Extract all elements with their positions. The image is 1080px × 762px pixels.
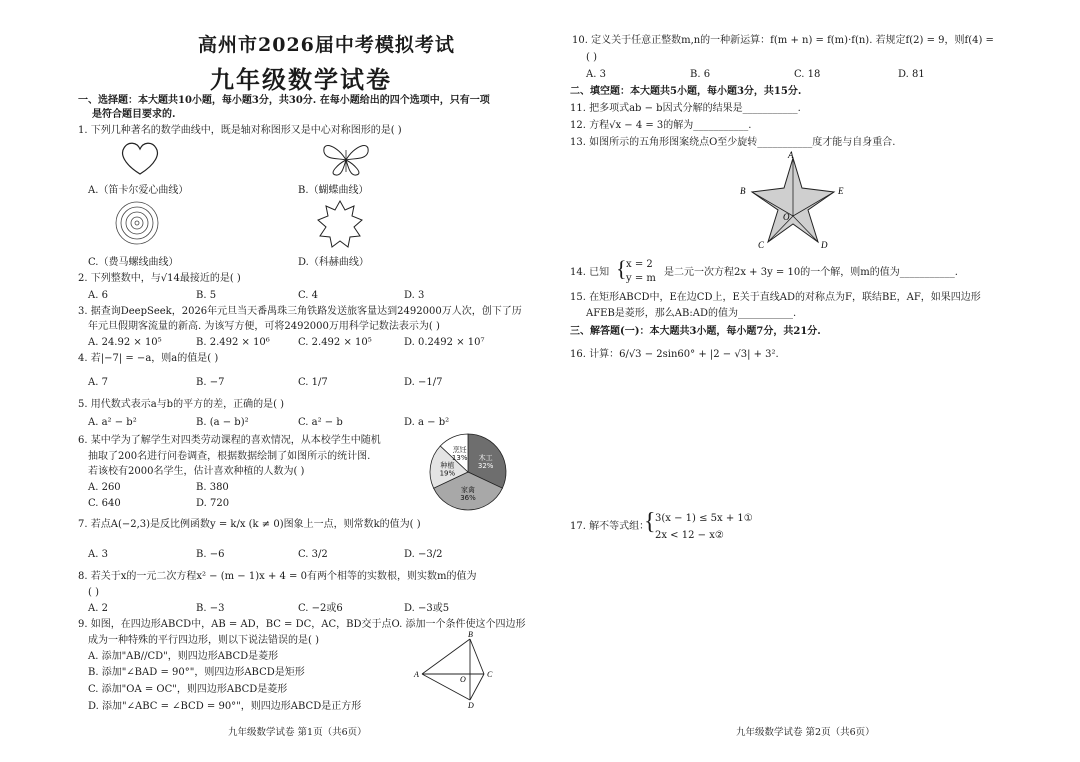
quad-label-c: C [487,670,493,679]
q14-brace: { [616,256,627,281]
q6-option-d: D. 720 [196,498,230,509]
star-label-e: E [838,186,844,196]
section2-heading: 二、填空题：本大题共5小题，每小题3分，共15分. [570,86,802,97]
q4-option-d: D. −1/7 [404,377,443,388]
q10-option-a: A. 3 [586,69,606,80]
heart-curve-figure [120,140,160,176]
q5-option-b: B. (a − b)² [196,417,249,428]
section1-heading: 一、选择题：本大题共10小题，每小题3分，共30分. 在每小题给出的四个选项中，只有一项 [78,95,490,106]
exam-title: 高州市2026届中考模拟考试 [198,34,455,56]
q2-stem: 2. 下列整数中，与√14最接近的是( ) [78,273,241,284]
quad-label-d: D [468,701,474,710]
q6-line1: 6. 某中学为了解学生对四类劳动课程的喜欢情况，从本校学生中随机 [78,435,381,446]
q1-stem: 1. 下列几种著名的数学曲线中，既是轴对称图形又是中心对称图形的是( ) [78,125,402,136]
q9-option-d: D. 添加"∠ABC = ∠BCD = 90°"，则四边形ABCD是正方形 [88,701,362,712]
q8-line1: 8. 若关于x的一元二次方程x² − (m − 1)x + 4 = 0有两个相等的实数根，则实数m的值为 [78,571,477,582]
star-label-a: A [788,150,794,160]
q9-option-b: B. 添加"∠BAD = 90°"，则四边形ABCD是矩形 [88,667,305,678]
q15-line1: 15. 在矩形ABCD中，E在边CD上，E关于直线AD的对称点为F，联结BE，AF，如果四边形 [570,292,981,303]
q10-option-c: C. 18 [794,69,821,80]
pie-label-0: 木工 [478,453,493,462]
q14-stem: 是二元一次方程2x + 3y = 10的一个解，则m的值为___________. [664,267,958,278]
q6-option-b: B. 380 [196,482,229,493]
q14-prefix: 14. 已知 [570,267,610,278]
q2-option-a: A. 6 [88,290,108,301]
pie-label-1: 家禽 [461,485,475,494]
q7-option-d: D. −3/2 [404,549,443,560]
q3-option-a: A. 24.92 × 10⁵ [88,337,162,348]
koch-curve-figure [316,200,364,248]
q6-option-a: A. 260 [88,482,121,493]
q14-system-eq2: y = m [626,273,656,284]
q5-option-c: C. a² − b [298,417,343,428]
star-label-b: B [740,186,746,196]
pie-label-2: 种植 [440,461,455,470]
q14-system-eq1: x = 2 [626,259,653,270]
q11-stem: 11. 把多项式ab − b因式分解的结果是___________. [570,103,801,114]
q5-option-d: D. a − b² [404,417,450,428]
q17-inequality-1: 3(x − 1) ≤ 5x + 1① [655,513,753,524]
q8-line2: ( ) [88,587,99,598]
section1-heading-cont: 是符合题目要求的. [92,109,176,120]
q3-option-d: D. 0.2492 × 10⁷ [404,337,485,348]
right-page [540,0,1080,762]
q8-option-b: B. −3 [196,603,225,614]
q4-option-b: B. −7 [196,377,225,388]
q17-prefix: 17. 解不等式组： [570,521,650,532]
q3-option-c: C. 2.492 × 10⁵ [298,337,372,348]
q1-option-b: B.（蝴蝶曲线） [298,185,369,196]
pie-label-3: 烹饪 [452,445,467,454]
q5-option-a: A. a² − b² [88,417,137,428]
q8-option-c: C. −2或6 [298,603,343,614]
q17-inequality-2: 2x < 12 − x② [655,530,724,541]
q10-option-d: D. 81 [898,69,925,80]
q5-stem: 5. 用代数式表示a与b的平方的差，正确的是( ) [78,399,285,410]
q17-brace: { [644,509,656,535]
quadrilateral-abcd-figure [412,630,496,710]
quad-label-b: B [468,630,473,639]
q2-option-b: B. 5 [196,290,217,301]
q9-line1: 9. 如图，在四边形ABCD中，AB = AD，BC = DC，AC，BD交于点O. 添加一个条件使这个四边形 [78,619,526,630]
right-page-footer: 九年级数学试卷 第2页（共6页） [736,727,875,738]
q15-line2: AFEB是菱形，那么AB:AD的值为___________. [586,308,797,319]
q1-option-c: C.（费马螺线曲线） [88,257,179,268]
page-title: 九年级数学试卷 [210,65,392,94]
left-page-footer: 九年级数学试卷 第1页（共6页） [228,727,367,738]
quad-label-o: O [460,675,466,684]
star-label-c: C [758,240,765,250]
q6-option-c: C. 640 [88,498,121,509]
star-label-o: O [783,212,790,222]
q6-line2: 抽取了200名进行问卷调查，根据数据绘制了如图所示的统计图. [88,451,371,462]
pie-percent-3: 13% [451,453,468,462]
q6-line3: 若该校有2000名学生，估计喜欢种植的人数为( ) [88,466,305,477]
pie-percent-1: 36% [460,493,476,502]
q3-line1: 3. 据查询DeepSeek，2026年元旦当天番禺珠三角铁路发送旅客量达到2492000万人次，创下了历 [78,306,522,317]
pie-percent-2: 19% [439,469,456,478]
q7-stem: 7. 若点A(−2,3)是反比例函数y = k/x (k ≠ 0)图象上一点，则常数k的值为( ) [78,519,421,530]
q4-stem: 4. 若|−7| = −a，则a的值是( ) [78,353,219,364]
q7-option-b: B. −6 [196,549,225,560]
q13-stem: 13. 如图所示的五角形图案绕点O至少旋转___________度才能与自身重合. [570,137,896,148]
q2-option-d: D. 3 [404,290,425,301]
q8-option-a: A. 2 [88,603,108,614]
quad-label-a: A [414,670,419,679]
q4-option-c: C. 1/7 [298,377,328,388]
q7-option-a: A. 3 [88,549,108,560]
spiral-curve-figure [114,200,160,246]
q2-option-c: C. 4 [298,290,319,301]
q3-option-b: B. 2.492 × 10⁶ [196,337,270,348]
q1-option-d: D.（科赫曲线） [298,257,369,268]
five-pointed-star-figure [738,152,848,252]
q10-line1: 10. 定义关于任意正整数m,n的一种新运算：f(m + n) = f(m)·f(n). 若规定f(2) = 9，则f(4) = [572,35,994,46]
q16-stem: 16. 计算：6/√3 − 2sin60° + |2 − √3| + 3². [570,349,779,360]
q4-option-a: A. 7 [88,377,108,388]
q1-option-a: A.（笛卡尔爱心曲线） [88,185,189,196]
q10-line2: ( ) [586,52,597,63]
section3-heading: 三、解答题(一)：本大题共3小题，每小题7分，共21分. [570,326,821,337]
pie-percent-0: 32% [477,461,494,470]
q3-line2: 年元旦假期客流量的新高. 为该写方便，可将2492000万用科学记数法表示为( ) [88,321,440,332]
butterfly-curve-figure [318,140,374,178]
q12-stem: 12. 方程√x − 4 = 3的解为___________. [570,120,752,131]
q7-option-c: C. 3/2 [298,549,328,560]
q9-option-c: C. 添加"OA = OC"，则四边形ABCD是菱形 [88,684,288,695]
q10-option-b: B. 6 [690,69,711,80]
star-label-d: D [821,240,828,250]
q9-line2: 成为一种特殊的平行四边形，则以下说法错误的是( ) [88,635,319,646]
q9-option-a: A. 添加"AB//CD"，则四边形ABCD是菱形 [88,651,279,662]
labor-course-pie-chart [428,432,508,512]
q8-option-d: D. −3或5 [404,603,450,614]
